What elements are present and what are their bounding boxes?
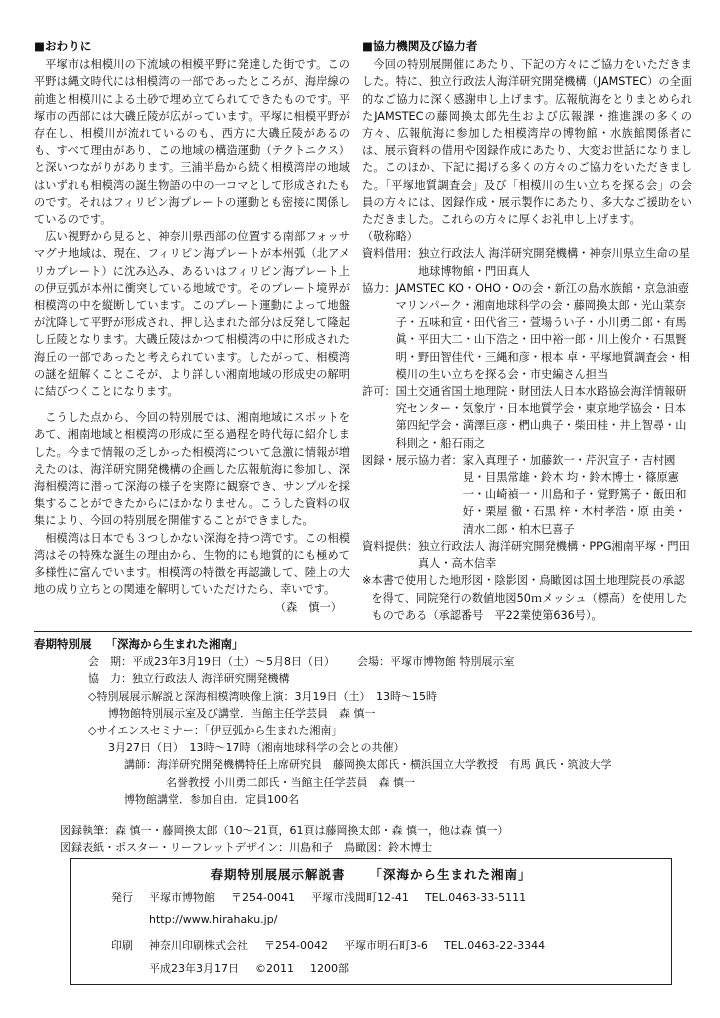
ack-label: 許可： — [362, 385, 396, 399]
event-seminar: ◇サイエンスセミナー：「伊豆弧から生まれた湘南」 — [88, 724, 343, 738]
publisher-tel: TEL.0463-33-5111 — [424, 891, 527, 904]
ack-text: JAMSTEC KO・OHO・Oの会・新江の島水族館・京急油壺マリンパーク・湘南地球科学の会・藤岡換太郎・光山菜奈子・五味和宣・田代省三・萱場うい子・小川勇二郎・有馬 眞・平田大二・山下浩之・田中裕一郎・川上俊介・石黒賢明・野田智佳代・三縄和彦・根本 卓・平塚地質調査会・相模川の生い立ちを探る会・市史編さん担当 — [395, 281, 691, 381]
event-talk-detail: 博物館特別展示室及び講堂．当館主任学芸員 森 慎一 — [108, 706, 376, 720]
author-signature: （森 慎一） — [274, 600, 342, 614]
map-note-text: 本書で使用した地形図・陰影図・鳥瞰図は国土地理院長の承認を得て、同院発行の数値地図50ｍメッシュ（標高）を使用したものである（承認番号 平22業使第636号）。 — [371, 574, 688, 622]
section-divider — [34, 631, 692, 632]
ack-text: 家入真理子・加藤欽一・芹沢宣子・吉村國見・目黒常雄・鈴木 均・鈴木博士・篠原憲一・山崎禎一・川島和子・覚野篤子・飯田和好・栗屋 徹・石黒 梓・木村孝浩・原 由美・清水二郎・柏木巳喜子 — [462, 453, 687, 536]
publisher-address: 平塚市浅間町12-41 — [310, 891, 409, 904]
ack-row-loan — [362, 245, 692, 279]
print-run: 1200部 — [310, 962, 349, 975]
honorific-note: （敬称略） — [362, 230, 418, 244]
ack-text: 独立行政法人 海洋研究開発機構・神奈川県立生命の星地球博物館・門田真人 — [417, 247, 691, 278]
ack-label: 図録・展示協力者： — [362, 453, 463, 467]
printer-address: 平塚市明石町3-6 — [343, 939, 428, 952]
cooperators-paragraph: 今回の特別展開催にあたり、下記の方々にご協力をいただきました。特に、独立行政法人海洋研究開発機構（JAMSTEC）の全面的なご協力に深く感謝申し上げます。広報航海をとりまとめられたJAMSTECの藤岡換太郎先生および広報課・推進課の多くの方々、広報航海に参加した相模湾岸の博物館・水族館関係者には、展示資料の借用や図録作成にあたり、大変お世話になりました。このほか、下記に掲げる多くの方々のご協力をいただきました。「平塚地質調査会」及び「相模川の生い立ちを探る会」の会員の方々には、図録作成・展示製作にあたり、多大なご援助をいただきました。これらの方々に厚くお礼申し上げます。 — [362, 58, 692, 227]
colophon-title — [71, 865, 671, 883]
event-seminar-date: 3月27日（日） 13時～17時（湘南地球科学の会との共催） — [108, 741, 405, 755]
ack-text: 独立行政法人 海洋研究開発機構・PPG湘南平塚・門田真人・高木信幸 — [417, 539, 690, 571]
credits-authors: 図録執筆：森 慎一・藤岡換太郎（10～21頁，61頁は藤岡換太郎・森 慎一，他は森 慎一） — [60, 824, 509, 837]
credits-design: 図録表紙・ポスター・リーフレットデザイン：川島和子 鳥瞰図：鈴木博士 — [60, 841, 433, 854]
copyright: ©2011 — [255, 962, 294, 975]
printer-tel: TEL.0463-22-3344 — [443, 939, 546, 952]
ack-label: 協力： — [362, 281, 396, 295]
colophon-book-type: 春期特別展展示解説書 — [210, 867, 346, 882]
publisher-postal: 〒254-0041 — [231, 891, 295, 904]
closing-remarks-section — [34, 38, 350, 616]
colophon-date-row — [111, 960, 349, 976]
ack-label: 資料提供： — [362, 539, 418, 553]
ack-label: 資料借用： — [362, 247, 418, 261]
publisher-name: 平塚市博物館 — [149, 891, 215, 904]
ack-row-materials — [362, 538, 692, 572]
colophon-publisher-row — [111, 889, 526, 905]
website-link[interactable]: http://www.hirahaku.jp/ — [149, 913, 278, 926]
event-series: 春期特別展 — [34, 637, 92, 651]
publisher-label: 発行 — [111, 891, 133, 904]
printer-label: 印刷 — [111, 939, 133, 952]
note-mark: ※ — [362, 574, 372, 588]
map-approval-note — [362, 572, 692, 624]
catalog-credits — [60, 822, 690, 856]
acknowledgement-list — [362, 245, 692, 572]
event-seminar-place: 博物館講堂．参加自由．定員100名 — [124, 792, 299, 806]
event-lecturers-1: 講師：海洋研究開発機構特任上席研究員 藤岡換太郎氏・横浜国立大学教授 有馬 眞氏・筑波大学 — [124, 758, 612, 772]
cooperators-section — [362, 38, 692, 624]
colophon-website-row — [111, 913, 277, 926]
ack-row-exhibit-help — [362, 452, 692, 538]
event-lecturers-2: 名誉教授 小川勇二郎氏・当館主任学芸員 森 慎一 — [166, 775, 415, 789]
event-title-line — [34, 636, 694, 653]
event-venue: 会場：平塚市博物館 特別展示室 — [357, 655, 515, 669]
event-title: 「深海から生まれた湘南」 — [105, 637, 244, 651]
printer-name: 神奈川印刷株式会社 — [149, 939, 248, 952]
event-info — [34, 636, 694, 808]
event-cooperation: 協 力：独立行政法人 海洋研究開発機構 — [88, 672, 290, 686]
closing-paragraph-2: 広い視野から見ると、神奈川県西部の位置する南部フォッサマグナ地域は、現在、フィリピン海プレートが本州弧（北アメリカプレート）に沈み込み、あるいはフィリピン海プレート上の伊豆弧が本州に衝突している地域です。そのプレート境界が相模湾の中を縦断しています。このプレート運動によって地盤が沈降して平野が形成され、押し込まれた部分は反発して隆起し丘陵となります。大磯丘陵はかつて相模湾の中に形成された海丘の一部であったと考えられています。したがって、相模湾の謎を紐解くことこそが、より詳しい湘南地域の形成史の解明に結びつくことになります。 — [34, 230, 350, 399]
closing-remarks-heading: ■おわりに — [34, 39, 92, 53]
event-talk: ◇特別展展示解説と深海相模湾映像上演：3月19日（土） 13時～15時 — [88, 689, 437, 703]
ack-row-permission — [362, 383, 692, 452]
issue-date: 平成23年3月17日 — [149, 962, 239, 975]
event-period: 会 期：平成23年3月19日（土）～5月8日（日） — [88, 655, 335, 669]
closing-paragraph-4: 相模湾は日本でも３つしかない深海を持つ湾です。この相模湾はその特殊な誕生の理由から、生物的にも地質的にも極めて多様性に富んでいます。相模湾の特徴を再認識して、陸上の大地の成り立ちとの関連を解明していただけたら、幸いです。 — [34, 531, 350, 597]
colophon-book-title: 「深海から生まれた湘南」 — [369, 867, 532, 882]
closing-paragraph-3: こうした点から、今回の特別展では、湘南地域にスポットをあて、湘南地域と相模湾の形成に至る過程を時代毎に紹介しました。今まで情報の乏しかった相模湾について急激に情報が増えたのは、海洋研究開発機構の企画した広報航海に参加し、深海相模湾に潜って深海の様子を実際に観察でき、サンプルを採集することができたからにほかなりません。こうした資料の収集により、今回の特別展を開催することができました。 — [34, 411, 350, 528]
colophon-box — [70, 858, 672, 985]
ack-row-cooperation — [362, 280, 692, 383]
cooperators-heading: ■協力機関及び協力者 — [362, 39, 478, 53]
closing-paragraph-1: 平塚市は相模川の下流域の相模平野に発達した街です。この平野は縄文時代には相模湾の一部であったところが、海岸線の前進と相模川による土砂で埋め立てられてできたものです。平塚市の西部には大磯丘陵が広がっています。平塚に相模平野が存在し、相模川が流れているのも、西方に大磯丘陵があるのも、すべて理由があり、この地域の構造運動（テクトニクス）と深いつながりがあります。三浦半島から続く相模湾岸の地域はいずれも相模湾の誕生物語の中の一コマとして形成されたものです。それはフィリピン海プレートの運動とも密接に関係しているのです。 — [34, 58, 350, 227]
printer-postal: 〒254-0042 — [264, 939, 328, 952]
event-period-row — [34, 653, 694, 670]
colophon-printer-row — [111, 937, 545, 953]
ack-text: 国土交通省国土地理院・財団法人日本水路協会海洋情報研究センター・気象庁・日本地質学会・東京地学協会・日本第四紀学会・満澤巨彦・椚山典子・柴田桂・井上智尋・山科則之・船石雨之 — [395, 385, 687, 450]
